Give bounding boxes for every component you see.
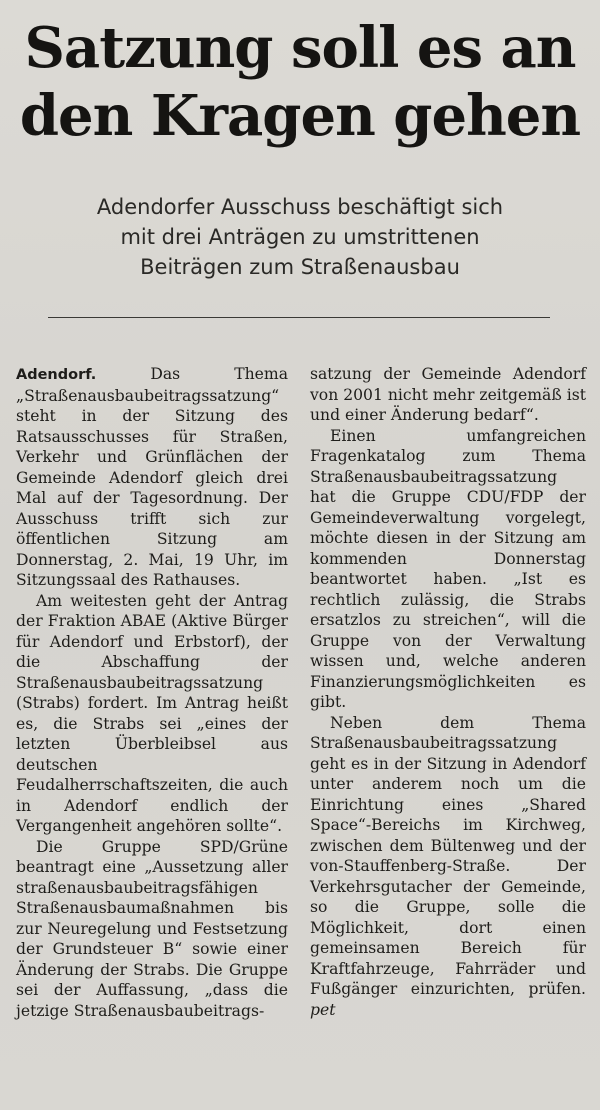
subheadline [30,192,570,282]
article-paragraph: Einen umfangreichen Fragenkatalog zum Thema Straßenausbaubeitragssatzung hat die Gruppe CDU/FDP der Gemeindeverwaltung vorgelegt, möchte diesen in der Sitzung am kommenden Donnerstag beantwortet haben. „Ist es rechtlich zulässig, die Strabs ersatzlos zu streichen“, will die Gruppe von der Verwaltung wissen und, welche anderen Finanzierungsmöglichkeiten es gibt. [310,426,586,711]
paragraph-text: Neben dem Thema Straßenausbaubeitragssatzung geht es in der Sitzung in Adendorf unter anderem noch um die Einrichtung eines „Shared Space“-Bereichs im Kirchweg, zwischen dem Bültenweg und der von-Stauffenberg-Straße. Der Verkehrsgutacher der Gemeinde, so die Gruppe, solle die Möglichkeit, dort einen gemeinsamen Bereich für Kraftfahrzeuge, Fahrräder und Fußgänger einzurichten, prüfen. [310,713,586,998]
subheadline-line: Beiträgen zum Straßenausbau [140,255,460,279]
dateline: Adendorf. [16,367,97,383]
subheadline-line: Adendorfer Ausschuss beschäftigt sich [96,195,504,219]
divider-rule [48,317,550,318]
article-column-left [16,364,288,1021]
article-column-right [310,364,586,1020]
article-paragraph [16,364,288,591]
article-paragraph: Die Gruppe SPD/Grüne beantragt eine „Aussetzung aller straßenausbaubeitragsfähigen Straßenausbaumaßnahmen bis zur Neuregelung und Festsetzung der Grundsteuer B“ sowie einer Änderung der Strabs. Die Gruppe sei der Auffassung, „dass die jetzige Straßenausbaubeitrags- [16,837,288,1020]
paragraph-text: Das Thema „Straßenausbaubeitragssatzung“ steht in der Sitzung des Ratsausschusses für Straßen, Verkehr und Grünflächen der Gemeinde Adendorf gleich drei Mal auf der Tagesordnung. Der Ausschuss trifft sich zur öffentlichen Sitzung am Donnerstag, 2. Mai, 19 Uhr, im Sitzungssaal des Rathauses. [16,365,288,589]
headline: Satzung soll es an den Kragen gehen [19,15,581,149]
author-initials: pet [310,1000,336,1019]
article-paragraph [310,713,586,1021]
article-paragraph: Am weitesten geht der Antrag der Fraktion ABAE (Aktive Bürger für Adendorf und Erbstorf), der die Abschaffung der Straßenausbaubeitragssatzung (Strabs) fordert. Im Antrag heißt es, die Strabs sei „eines der letzten Überbleibsel aus deutschen Feudalherrschaftszeiten, die auch in Adendorf endlich der Vergangenheit angehören sollte“. [16,591,288,835]
article-paragraph: satzung der Gemeinde Adendorf von 2001 nicht mehr zeitgemäß ist und einer Änderung bedarf“. [310,365,586,424]
subheadline-line: mit drei Anträgen zu umstrittenen [120,225,480,249]
